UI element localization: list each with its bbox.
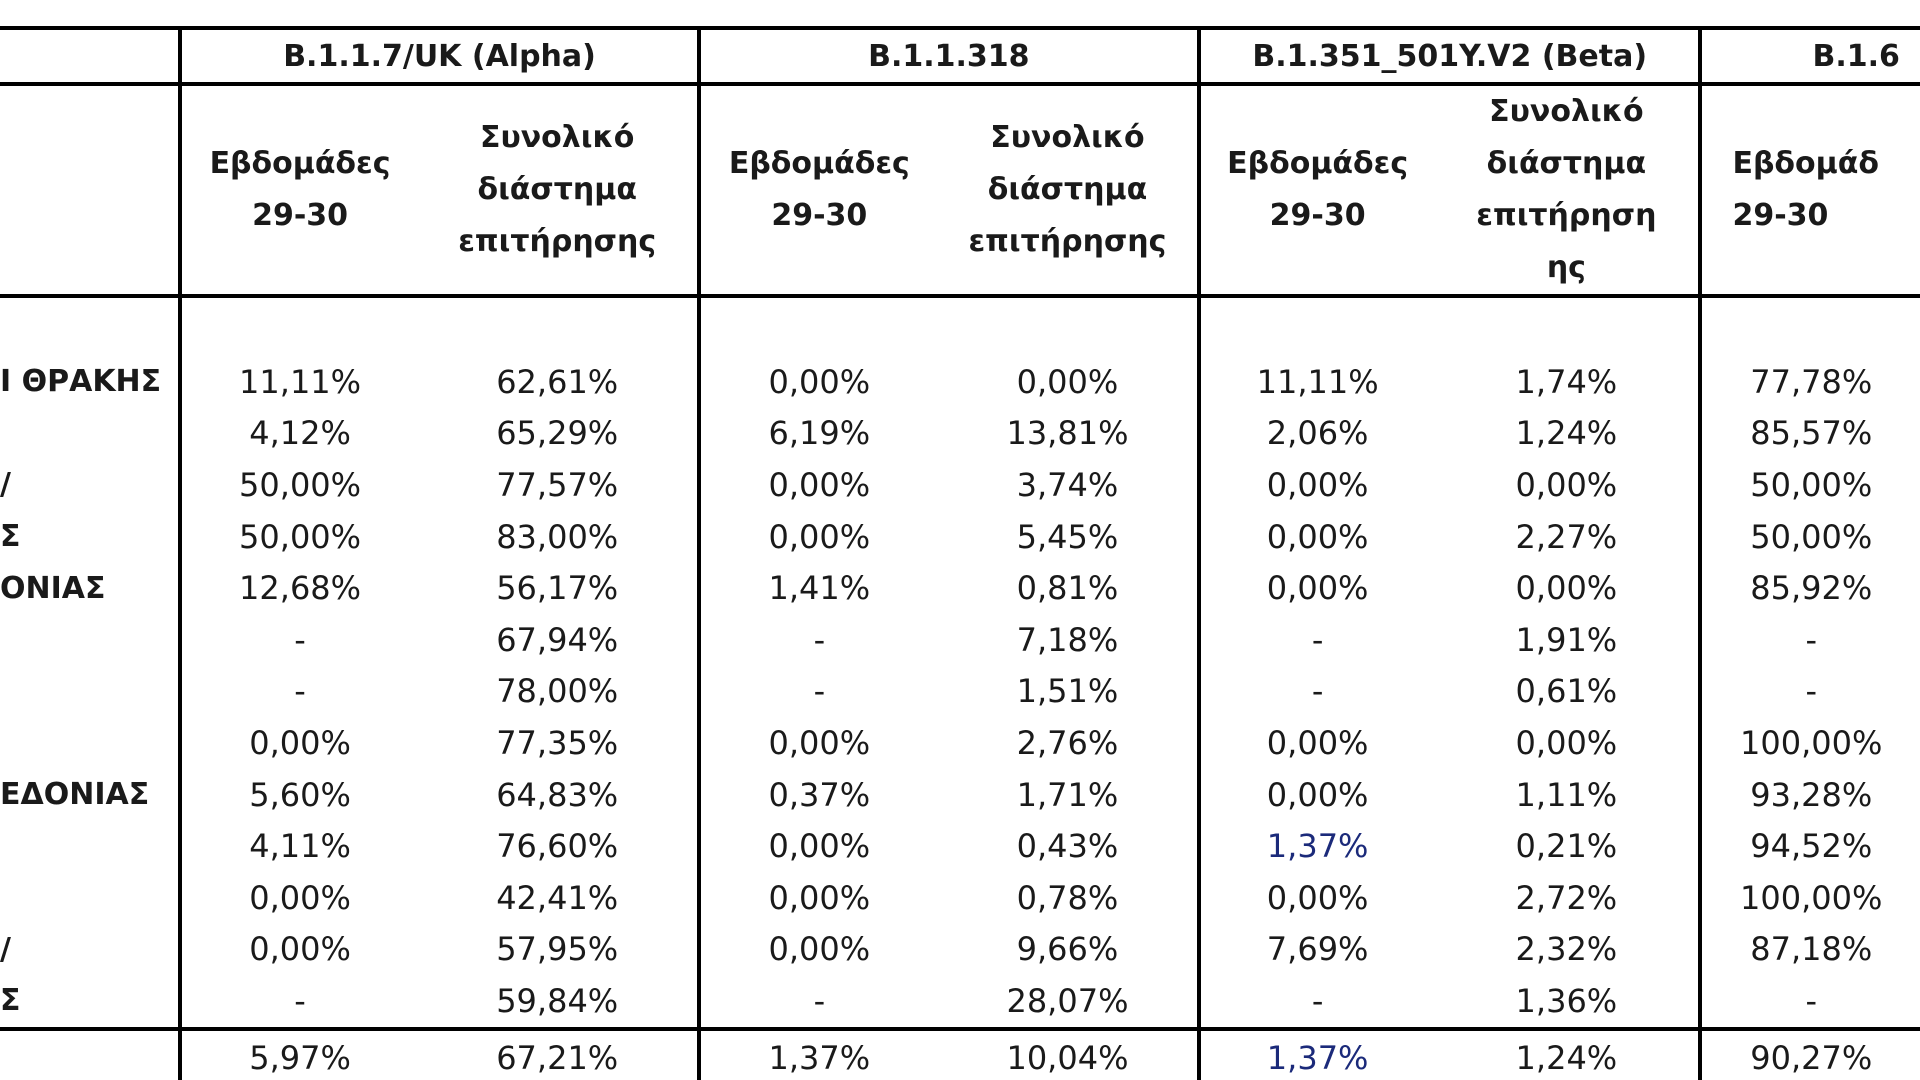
b16-weeks-value: 100,00% xyxy=(1700,872,1920,924)
b16-weeks-value: - xyxy=(1700,666,1920,718)
table-row xyxy=(0,356,1920,408)
alpha-total-value: 83,00% xyxy=(496,517,619,556)
beta-total-value: 2,72% xyxy=(1515,878,1618,917)
beta-total-value: 0,00% xyxy=(1515,465,1618,504)
alpha-total-value: 42,41% xyxy=(496,878,619,917)
b16-weeks-value: 100,00% xyxy=(1700,717,1920,769)
table-row xyxy=(0,562,1920,614)
alpha-total-value: 56,17% xyxy=(496,569,619,608)
beta-total-value: 2,32% xyxy=(1515,930,1618,969)
alpha-weeks-value: 4,12% xyxy=(180,408,417,460)
beta-total-total: 1,24% xyxy=(1434,1029,1700,1080)
beta-weeks-value: 0,00% xyxy=(1199,562,1434,614)
beta-total-value: 1,91% xyxy=(1515,620,1618,659)
alpha-weeks-value: 12,68% xyxy=(180,562,417,614)
b16-weeks-value: 85,57% xyxy=(1700,408,1920,460)
beta-weeks-total: 1,37% xyxy=(1199,1029,1434,1080)
variant-header-row xyxy=(0,28,1920,84)
b11318-weeks-value: 0,37% xyxy=(699,769,938,821)
alpha-weeks-value: 4,11% xyxy=(180,820,417,872)
b11318-total-value: 1,51% xyxy=(1016,672,1119,711)
variant-percentages-table xyxy=(0,26,1920,1080)
alpha-weeks-value: 5,60% xyxy=(180,769,417,821)
alpha-total-value: 65,29% xyxy=(496,414,619,453)
region-label: Σ xyxy=(0,983,21,1019)
spacer-row xyxy=(0,296,1920,356)
beta-weeks-value: 1,37% xyxy=(1199,820,1434,872)
alpha-weeks-value: - xyxy=(180,666,417,718)
alpha-total-value: 77,57% xyxy=(496,465,619,504)
table-row xyxy=(0,614,1920,666)
total-row xyxy=(0,1029,1920,1080)
alpha-total-value: 67,94% xyxy=(496,620,619,659)
beta-total-value: 0,00% xyxy=(1515,569,1618,608)
weeks-header: Εβδομάδες 29-30 xyxy=(699,84,938,296)
total-label-cell xyxy=(0,1029,180,1080)
b11318-total-value: 5,45% xyxy=(1016,517,1119,556)
beta-weeks-value: - xyxy=(1199,666,1434,718)
beta-total-value: 0,00% xyxy=(1515,723,1618,762)
beta-total-value: 1,36% xyxy=(1515,981,1618,1020)
b11318-weeks-value: 1,41% xyxy=(699,562,938,614)
b11318-weeks-value: 0,00% xyxy=(699,511,938,563)
region-label xyxy=(0,717,180,769)
beta-weeks-value: 0,00% xyxy=(1199,459,1434,511)
beta-weeks-value: 0,00% xyxy=(1199,511,1434,563)
alpha-weeks-value: 0,00% xyxy=(180,872,417,924)
b11318-total-value: 0,43% xyxy=(1016,827,1119,866)
beta-weeks-value: 2,06% xyxy=(1199,408,1434,460)
variant-header-alpha: B.1.1.7/UK (Alpha) xyxy=(180,28,698,84)
table-row xyxy=(0,769,1920,821)
table-row xyxy=(0,975,1920,1029)
region-subheader-cell xyxy=(0,84,180,296)
variant-header-b11318: B.1.1.318 xyxy=(699,28,1199,84)
total-period-header: Συνολικό διάστημα επιτήρησης xyxy=(938,84,1199,296)
b11318-weeks-value: - xyxy=(699,975,938,1029)
table-row xyxy=(0,717,1920,769)
b11318-total-value: 9,66% xyxy=(1016,930,1119,969)
beta-total-value: 1,74% xyxy=(1515,362,1618,401)
b16-weeks-value: 50,00% xyxy=(1700,459,1920,511)
beta-weeks-value: - xyxy=(1199,614,1434,666)
alpha-total-value: 57,95% xyxy=(496,930,619,969)
alpha-total-value: 62,61% xyxy=(496,362,619,401)
alpha-total-value: 64,83% xyxy=(496,775,619,814)
region-label: ΟΝΙΑΣ xyxy=(0,570,106,606)
b11318-weeks-value: 0,00% xyxy=(699,820,938,872)
total-period-header: Συνολικό διάστημα επιτήρησης xyxy=(418,84,699,296)
beta-weeks-value: 0,00% xyxy=(1199,717,1434,769)
b11318-total-value: 13,81% xyxy=(1006,414,1129,453)
b11318-weeks-value: 0,00% xyxy=(699,924,938,976)
b16-weeks-value: 85,92% xyxy=(1700,562,1920,614)
b11318-weeks-value: 0,00% xyxy=(699,356,938,408)
b16-weeks-value: - xyxy=(1700,614,1920,666)
region-label: / xyxy=(0,467,11,503)
table-row xyxy=(0,924,1920,976)
alpha-weeks-value: 11,11% xyxy=(180,356,417,408)
b11318-total-value: 7,18% xyxy=(1016,620,1119,659)
beta-total-value: 0,61% xyxy=(1515,672,1618,711)
beta-total-value: 2,27% xyxy=(1515,517,1618,556)
b11318-total-value: 0,78% xyxy=(1016,878,1119,917)
beta-total-value: 1,24% xyxy=(1515,414,1618,453)
b16-weeks-value: 77,78% xyxy=(1700,356,1920,408)
alpha-weeks-value: - xyxy=(180,975,417,1029)
beta-weeks-value: 11,11% xyxy=(1199,356,1434,408)
region-label: / xyxy=(0,931,11,967)
variant-header-b16: B.1.6 xyxy=(1700,28,1920,84)
alpha-total-value: 78,00% xyxy=(496,672,619,711)
b16-weeks-value: 50,00% xyxy=(1700,511,1920,563)
b11318-weeks-value: - xyxy=(699,666,938,718)
alpha-total-value: 59,84% xyxy=(496,981,619,1020)
region-label xyxy=(0,408,180,460)
variant-header-beta: B.1.351_501Y.V2 (Beta) xyxy=(1199,28,1701,84)
b16-weeks-value: 93,28% xyxy=(1700,769,1920,821)
table-row xyxy=(0,408,1920,460)
region-label xyxy=(0,820,180,872)
alpha-weeks-value: 50,00% xyxy=(180,511,417,563)
table-row xyxy=(0,872,1920,924)
alpha-weeks-value: - xyxy=(180,614,417,666)
b11318-weeks-value: - xyxy=(699,614,938,666)
b11318-weeks-value: 0,00% xyxy=(699,717,938,769)
b11318-weeks-value: 0,00% xyxy=(699,872,938,924)
alpha-weeks-value: 0,00% xyxy=(180,717,417,769)
beta-total-value: 1,11% xyxy=(1515,775,1618,814)
table-row xyxy=(0,666,1920,718)
b11318-total-value: 3,74% xyxy=(1016,465,1119,504)
alpha-total-value: 76,60% xyxy=(496,827,619,866)
alpha-weeks-value: 0,00% xyxy=(180,924,417,976)
b11318-total-value: 0,81% xyxy=(1016,569,1119,608)
beta-weeks-value: 0,00% xyxy=(1199,769,1434,821)
b11318-total-total: 10,04% xyxy=(938,1029,1199,1080)
region-label xyxy=(0,666,180,718)
b11318-weeks-total: 1,37% xyxy=(699,1029,938,1080)
period-header-row xyxy=(0,84,1920,296)
alpha-total-value: 77,35% xyxy=(496,723,619,762)
table-row xyxy=(0,820,1920,872)
b11318-weeks-value: 0,00% xyxy=(699,459,938,511)
b16-weeks-value: 87,18% xyxy=(1700,924,1920,976)
b11318-total-value: 0,00% xyxy=(1016,362,1119,401)
weeks-header: Εβδομάδες 29-30 xyxy=(180,84,417,296)
beta-weeks-value: 0,00% xyxy=(1199,872,1434,924)
beta-total-value: 0,21% xyxy=(1515,827,1618,866)
beta-weeks-value: 7,69% xyxy=(1199,924,1434,976)
region-header-cell xyxy=(0,28,180,84)
alpha-weeks-total: 5,97% xyxy=(180,1029,417,1080)
region-label: Ι ΘΡΑΚΗΣ xyxy=(0,364,162,400)
beta-weeks-value: - xyxy=(1199,975,1434,1029)
b16-weeks-value: - xyxy=(1700,975,1920,1029)
alpha-total-total: 67,21% xyxy=(418,1029,699,1080)
region-label: ΕΔΟΝΙΑΣ xyxy=(0,777,150,813)
b11318-weeks-value: 6,19% xyxy=(699,408,938,460)
b11318-total-value: 2,76% xyxy=(1016,723,1119,762)
region-label xyxy=(0,614,180,666)
total-period-header: Συνολικό διάστημα επιτήρηση ης xyxy=(1434,84,1700,296)
table-row xyxy=(0,511,1920,563)
b16-weeks-value: 94,52% xyxy=(1700,820,1920,872)
b11318-total-value: 1,71% xyxy=(1016,775,1119,814)
table-row xyxy=(0,459,1920,511)
b11318-total-value: 28,07% xyxy=(1006,981,1129,1020)
weeks-header-cut: Εβδομάδ 29-30 xyxy=(1700,84,1920,296)
alpha-weeks-value: 50,00% xyxy=(180,459,417,511)
region-label xyxy=(0,872,180,924)
region-label: Σ xyxy=(0,519,21,555)
b16-weeks-total: 90,27% xyxy=(1700,1029,1920,1080)
weeks-header: Εβδομάδες 29-30 xyxy=(1199,84,1434,296)
